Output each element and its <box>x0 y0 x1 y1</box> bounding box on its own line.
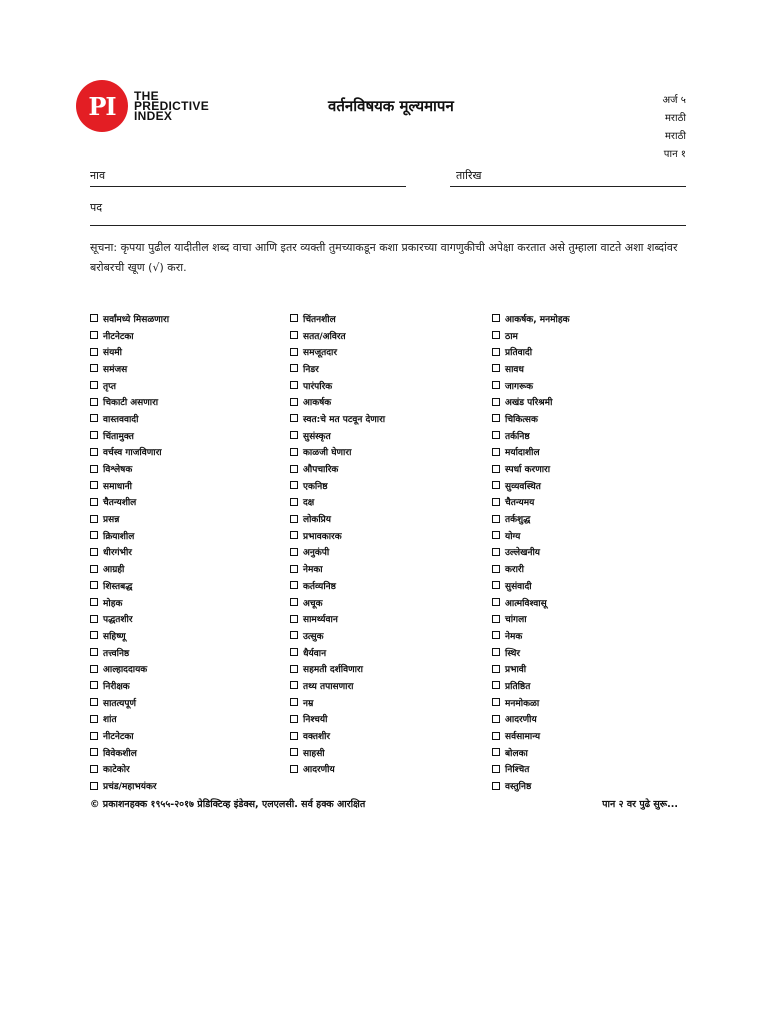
checkbox[interactable] <box>492 465 500 473</box>
checklist-item-label: चैतन्यशील <box>103 498 137 509</box>
checklist-item[interactable] <box>90 560 169 577</box>
checklist-item[interactable] <box>290 711 385 728</box>
checkbox[interactable] <box>90 414 98 422</box>
checklist-item[interactable] <box>290 727 385 744</box>
checklist-item[interactable] <box>290 627 385 644</box>
checkbox[interactable] <box>290 732 298 740</box>
copyright: © प्रकाशनहक्क १९५५-२०१७ प्रेडिक्टिव्ह इंडेक्स, एलएलसी. सर्व हक्क आरक्षित <box>90 799 366 810</box>
checklist-item[interactable] <box>290 410 385 427</box>
checklist-item-label: काटेकोर <box>103 765 130 776</box>
checkbox[interactable] <box>90 715 98 723</box>
checkbox[interactable] <box>90 314 98 322</box>
checkbox[interactable] <box>90 364 98 372</box>
checklist-item[interactable] <box>90 711 169 728</box>
checklist-item[interactable] <box>492 527 570 544</box>
checklist-item[interactable] <box>290 610 385 627</box>
checklist-item-label: प्रचंड/महाभयंकर <box>103 782 157 793</box>
checklist-item-label: विश्लेषक <box>103 465 133 476</box>
checkbox[interactable] <box>90 581 98 589</box>
checkbox[interactable] <box>90 431 98 439</box>
checklist-item-label: स्पर्धा करणारा <box>505 465 551 476</box>
checklist-item-label: नीटनेटका <box>103 331 134 342</box>
checklist-item-label: आकर्षक, मनमोहक <box>505 314 570 325</box>
name-label: नाव <box>90 169 106 182</box>
checklist-item-label: धीरगंभीर <box>103 548 132 559</box>
checklist-item-label: तर्कनिष्ठ <box>505 431 530 442</box>
checkbox[interactable] <box>290 698 298 706</box>
checklist-item-label: प्रभावकारक <box>303 531 342 542</box>
checklist-item-label: समाधानी <box>103 481 132 492</box>
checklist-item[interactable] <box>290 494 385 511</box>
checklist-item-label: तथ्य तपासणारा <box>303 681 354 692</box>
checkbox[interactable] <box>492 732 500 740</box>
checklist-item[interactable] <box>492 644 570 661</box>
checklist-item[interactable] <box>90 727 169 744</box>
checkbox[interactable] <box>492 715 500 723</box>
checklist-item-label: सुसंस्कृत <box>303 431 331 442</box>
checklist-item[interactable] <box>492 744 570 761</box>
checklist-item-label: आकर्षक <box>303 398 332 409</box>
checklist-item-label: सर्वांमध्ये मिसळणारा <box>103 314 170 325</box>
checkbox[interactable] <box>290 615 298 623</box>
checkbox[interactable] <box>492 414 500 422</box>
checkbox[interactable] <box>90 515 98 523</box>
checklist-item[interactable] <box>492 777 570 794</box>
page-title: वर्तनविषयक मूल्यमापन <box>328 97 454 115</box>
checkbox[interactable] <box>90 448 98 456</box>
checkbox[interactable] <box>90 765 98 773</box>
language-1: मराठी <box>664 113 686 124</box>
checkbox[interactable] <box>492 381 500 389</box>
checklist-item-label: मर्यादाशील <box>505 448 540 459</box>
checklist-item[interactable] <box>492 660 570 677</box>
checklist-item-label: वास्तववादी <box>103 414 139 425</box>
checklist-item[interactable] <box>90 527 169 544</box>
checklist-item-label: निश्चयी <box>303 715 328 726</box>
page-number: पान १ <box>663 149 686 160</box>
checkbox[interactable] <box>492 782 500 790</box>
checkbox[interactable] <box>492 631 500 639</box>
checkbox[interactable] <box>90 681 98 689</box>
checklist-item[interactable] <box>90 494 169 511</box>
logo-mark: PI <box>76 80 128 132</box>
checkbox[interactable] <box>492 748 500 756</box>
checkbox[interactable] <box>290 581 298 589</box>
checkbox[interactable] <box>90 348 98 356</box>
checkbox[interactable] <box>90 732 98 740</box>
checklist-item-label: साहसी <box>303 748 325 759</box>
checkbox[interactable] <box>90 598 98 606</box>
checklist-item-label: सतत/अविरत <box>303 331 346 342</box>
checklist-item-label: पारंपरिक <box>303 381 333 392</box>
checklist-item[interactable] <box>492 444 570 461</box>
checkbox[interactable] <box>290 414 298 422</box>
checkbox[interactable] <box>90 698 98 706</box>
checklist-item-label: नेमका <box>303 565 323 576</box>
checklist-item-label: संयमी <box>103 348 123 359</box>
checkbox[interactable] <box>492 481 500 489</box>
checklist-item[interactable] <box>492 310 570 327</box>
checklist-item[interactable] <box>492 694 570 711</box>
checkbox[interactable] <box>90 548 98 556</box>
checklist-item[interactable] <box>492 410 570 427</box>
checklist-item-label: वक्तशीर <box>303 732 331 743</box>
checklist-item[interactable] <box>492 460 570 477</box>
checklist-item-label: योग्य <box>505 531 521 542</box>
checklist-item[interactable] <box>492 677 570 694</box>
checklist-item[interactable] <box>290 444 385 461</box>
checklist-item[interactable] <box>90 660 169 677</box>
checklist-item-label: क्रियाशील <box>103 531 135 542</box>
checklist-item[interactable] <box>90 393 169 410</box>
checklist-item[interactable] <box>492 577 570 594</box>
checkbox[interactable] <box>492 515 500 523</box>
checklist-item-label: काळजी घेणारा <box>303 448 352 459</box>
checklist-item[interactable] <box>90 510 169 527</box>
checklist-item[interactable] <box>90 577 169 594</box>
checklist-item[interactable] <box>290 393 385 410</box>
checklist-item-label: आग्रही <box>103 565 125 576</box>
checklist-item[interactable] <box>492 627 570 644</box>
position-label: पद <box>90 201 103 214</box>
checklist-item-label: निडर <box>303 364 319 375</box>
checkbox[interactable] <box>290 448 298 456</box>
checklist-item[interactable] <box>492 377 570 394</box>
checkbox[interactable] <box>492 331 500 339</box>
checklist-item-label: आल्हाददायक <box>103 665 148 676</box>
checklist-item-label: मनमोकळा <box>505 698 540 709</box>
checkbox[interactable] <box>290 314 298 322</box>
checklist-item[interactable] <box>90 460 169 477</box>
checklist-item[interactable] <box>290 694 385 711</box>
predictive-index-logo <box>76 80 209 132</box>
checkbox[interactable] <box>492 348 500 356</box>
checklist-item[interactable] <box>90 310 169 327</box>
checkbox[interactable] <box>290 331 298 339</box>
checkbox[interactable] <box>492 598 500 606</box>
checklist-item-label: सावध <box>505 364 524 375</box>
checklist-item[interactable] <box>90 343 169 360</box>
checklist-item[interactable] <box>90 694 169 711</box>
checklist-item[interactable] <box>290 527 385 544</box>
logo-wordmark: THE PREDICTIVE INDEX <box>134 89 210 123</box>
checklist-item-label: प्रतिवादी <box>505 348 533 359</box>
checklist-item[interactable] <box>290 327 385 344</box>
checklist-item-label: चिकित्सक <box>505 414 538 425</box>
checklist-item-label: सुव्यवस्थित <box>505 481 541 492</box>
checkbox[interactable] <box>90 398 98 406</box>
checkbox[interactable] <box>90 615 98 623</box>
checkbox[interactable] <box>492 615 500 623</box>
checklist-item[interactable] <box>90 377 169 394</box>
checklist-item-label: कर्तव्यनिष्ठ <box>303 581 336 592</box>
checklist-item-label: नेमक <box>505 631 523 642</box>
checkbox[interactable] <box>290 665 298 673</box>
checkbox[interactable] <box>90 748 98 756</box>
checklist-item[interactable] <box>290 477 385 494</box>
checkbox[interactable] <box>290 631 298 639</box>
checkbox[interactable] <box>90 381 98 389</box>
checkbox[interactable] <box>90 481 98 489</box>
checklist-item[interactable] <box>492 393 570 410</box>
adjective-column-1 <box>90 310 169 794</box>
checkbox[interactable] <box>492 398 500 406</box>
checkbox[interactable] <box>290 381 298 389</box>
checkbox[interactable] <box>492 431 500 439</box>
checklist-item-label: वस्तुनिष्ठ <box>505 782 532 793</box>
checklist-item[interactable] <box>90 427 169 444</box>
checklist-item[interactable] <box>90 410 169 427</box>
checklist-item[interactable] <box>90 644 169 661</box>
checklist-item[interactable] <box>290 544 385 561</box>
form-meta <box>663 92 686 164</box>
checklist-item[interactable] <box>290 744 385 761</box>
checklist-item[interactable] <box>290 677 385 694</box>
checklist-item[interactable] <box>492 343 570 360</box>
checklist-item-label: वर्चस्व गाजविणारा <box>103 448 162 459</box>
checklist-item-label: ठाम <box>505 331 518 342</box>
checklist-item-label: स्वत:चे मत पटवून देणारा <box>303 414 386 425</box>
checklist-item-label: औपचारिक <box>303 465 339 476</box>
checkbox[interactable] <box>290 598 298 606</box>
checklist-item-label: सुसंवादी <box>505 581 532 592</box>
checklist-item-label: चैतन्यमय <box>505 498 535 509</box>
checkbox[interactable] <box>290 681 298 689</box>
checkbox[interactable] <box>492 364 500 372</box>
checklist-item-label: विवेकशील <box>103 748 137 759</box>
continued-note: पान २ वर पुढे सुरू... <box>602 799 678 810</box>
checkbox[interactable] <box>290 398 298 406</box>
checkbox[interactable] <box>290 498 298 506</box>
checkbox[interactable] <box>290 748 298 756</box>
checkbox[interactable] <box>290 515 298 523</box>
date-field[interactable] <box>450 186 686 187</box>
checkbox[interactable] <box>492 498 500 506</box>
form-number: अर्ज ५ <box>662 95 686 106</box>
checkbox[interactable] <box>90 465 98 473</box>
checklist-item[interactable] <box>290 644 385 661</box>
checklist-item[interactable] <box>290 577 385 594</box>
checkbox[interactable] <box>290 431 298 439</box>
checklist-item[interactable] <box>90 544 169 561</box>
checkbox[interactable] <box>492 448 500 456</box>
checklist-item-label: लोकप्रिय <box>303 515 332 526</box>
checklist-item[interactable] <box>492 727 570 744</box>
checkbox[interactable] <box>90 498 98 506</box>
checkbox[interactable] <box>90 531 98 539</box>
checklist-item-label: करारी <box>505 565 524 576</box>
checklist-item[interactable] <box>492 761 570 778</box>
checklist-item[interactable] <box>492 494 570 511</box>
checklist-item[interactable] <box>492 360 570 377</box>
checkbox[interactable] <box>492 765 500 773</box>
checkbox[interactable] <box>290 481 298 489</box>
checklist-item-label: मोहक <box>103 598 123 609</box>
checklist-item[interactable] <box>90 627 169 644</box>
checklist-item-label: प्रसन्न <box>103 515 120 526</box>
checklist-item[interactable] <box>90 777 169 794</box>
checklist-item[interactable] <box>492 560 570 577</box>
checklist-item-label: सर्वसामान्य <box>505 732 541 743</box>
checkbox[interactable] <box>492 314 500 322</box>
checklist-item[interactable] <box>90 677 169 694</box>
checkbox[interactable] <box>90 782 98 790</box>
checklist-item-label: चांगला <box>505 615 527 626</box>
checkbox[interactable] <box>492 581 500 589</box>
checklist-item[interactable] <box>290 343 385 360</box>
checkbox[interactable] <box>492 548 500 556</box>
checklist-item[interactable] <box>90 444 169 461</box>
checklist-item[interactable] <box>290 660 385 677</box>
checkbox[interactable] <box>90 665 98 673</box>
checklist-item[interactable] <box>90 610 169 627</box>
checklist-item-label: अनुकंपी <box>303 548 330 559</box>
position-field[interactable] <box>90 225 686 226</box>
checkbox[interactable] <box>90 648 98 656</box>
checkbox[interactable] <box>492 665 500 673</box>
checklist-item[interactable] <box>90 327 169 344</box>
checklist-item-label: आदरणीय <box>303 765 335 776</box>
checklist-item[interactable] <box>492 610 570 627</box>
checklist-item[interactable] <box>492 327 570 344</box>
checklist-item-label: चिकाटी असणारा <box>103 398 159 409</box>
checklist-item-label: उल्लेखनीय <box>505 548 541 559</box>
checkbox[interactable] <box>492 648 500 656</box>
checklist-item-label: नीटनेटका <box>103 732 134 743</box>
checkbox[interactable] <box>492 565 500 573</box>
checklist-item-label: समजूतदार <box>303 348 338 359</box>
checklist-item-label: शिस्तबद्ध <box>103 581 133 592</box>
checkbox[interactable] <box>290 715 298 723</box>
checklist-item-label: चिंतनशील <box>303 314 336 325</box>
checkbox[interactable] <box>290 765 298 773</box>
checklist-item[interactable] <box>492 427 570 444</box>
checklist-item-label: समंजस <box>103 364 128 375</box>
checklist-item-label: तत्त्वनिष्ठ <box>103 648 130 659</box>
checklist-item[interactable] <box>290 310 385 327</box>
checklist-item-label: दक्ष <box>303 498 315 509</box>
checklist-item[interactable] <box>290 360 385 377</box>
checkbox[interactable] <box>290 465 298 473</box>
checklist-item[interactable] <box>492 477 570 494</box>
language-2: मराठी <box>664 131 686 142</box>
checklist-item-label: सातत्यपूर्ण <box>103 698 136 709</box>
checklist-item-label: तर्कशुद्ध <box>505 515 531 526</box>
checklist-item[interactable] <box>90 360 169 377</box>
checkbox[interactable] <box>290 565 298 573</box>
checklist-item[interactable] <box>290 761 385 778</box>
date-label: तारिख <box>456 169 482 182</box>
checkbox[interactable] <box>492 531 500 539</box>
checklist-item[interactable] <box>90 594 169 611</box>
checklist-item[interactable] <box>290 560 385 577</box>
checkbox[interactable] <box>290 348 298 356</box>
checklist-item[interactable] <box>290 377 385 394</box>
checkbox[interactable] <box>90 331 98 339</box>
checklist-item[interactable] <box>492 544 570 561</box>
checklist-item[interactable] <box>290 594 385 611</box>
checklist-item-label: तृप्त <box>103 381 117 392</box>
checkbox[interactable] <box>290 648 298 656</box>
checklist-item-label: निश्चित <box>505 765 530 776</box>
checklist-item-label: स्थिर <box>505 648 521 659</box>
checklist-item-label: आत्मविश्वासू <box>505 598 547 609</box>
checklist-item-label: उत्सुक <box>303 631 324 642</box>
adjective-column-2 <box>290 310 385 777</box>
checklist-item[interactable] <box>90 761 169 778</box>
checklist-item[interactable] <box>492 510 570 527</box>
checklist-item-label: सहिष्णू <box>103 631 126 642</box>
checkbox[interactable] <box>290 548 298 556</box>
checklist-item-label: आदरणीय <box>505 715 537 726</box>
checklist-item-label: प्रभावी <box>505 665 527 676</box>
instructions: सूचना: कृपया पुढील यादीतील शब्द वाचा आणि इतर व्यक्ती तुमच्याकडून कशा प्रकारच्या वागणुकीची अपेक्षा करतात असे तुम्हाला वाटते अशा शब्दांवर बरोबरची खूण (√) करा. <box>90 241 678 274</box>
checklist-item-label: सहमती दर्शविणारा <box>303 665 363 676</box>
adjective-column-3 <box>492 310 570 794</box>
checklist-item-label: धैर्यवान <box>303 648 327 659</box>
checklist-item-label: प्रतिष्ठित <box>505 681 531 692</box>
checkbox[interactable] <box>90 631 98 639</box>
name-field[interactable] <box>90 186 406 187</box>
checklist-item[interactable] <box>90 744 169 761</box>
checklist-item-label: अचूक <box>303 598 323 609</box>
checklist-item-label: पद्धतशीर <box>103 615 133 626</box>
checklist-item-label: शांत <box>103 715 117 726</box>
checklist-item-label: बोलका <box>505 748 528 759</box>
checklist-item-label: एकनिष्ठ <box>303 481 328 492</box>
checklist-item-label: अखंड परिश्रमी <box>505 398 553 409</box>
checklist-item-label: चिंतामुक्त <box>103 431 134 442</box>
checklist-item-label: निरीक्षक <box>103 681 130 692</box>
checklist-item[interactable] <box>290 460 385 477</box>
checkbox[interactable] <box>492 698 500 706</box>
checkbox[interactable] <box>90 565 98 573</box>
checklist-item-label: नम्र <box>303 698 314 709</box>
checkbox[interactable] <box>290 531 298 539</box>
checklist-item[interactable] <box>492 711 570 728</box>
checklist-item-label: जागरूक <box>505 381 533 392</box>
checklist-item[interactable] <box>492 594 570 611</box>
checkbox[interactable] <box>290 364 298 372</box>
checklist-item[interactable] <box>290 427 385 444</box>
checklist-item-label: सामर्थ्यवान <box>303 615 338 626</box>
checklist-item[interactable] <box>90 477 169 494</box>
checkbox[interactable] <box>492 681 500 689</box>
checklist-item[interactable] <box>290 510 385 527</box>
